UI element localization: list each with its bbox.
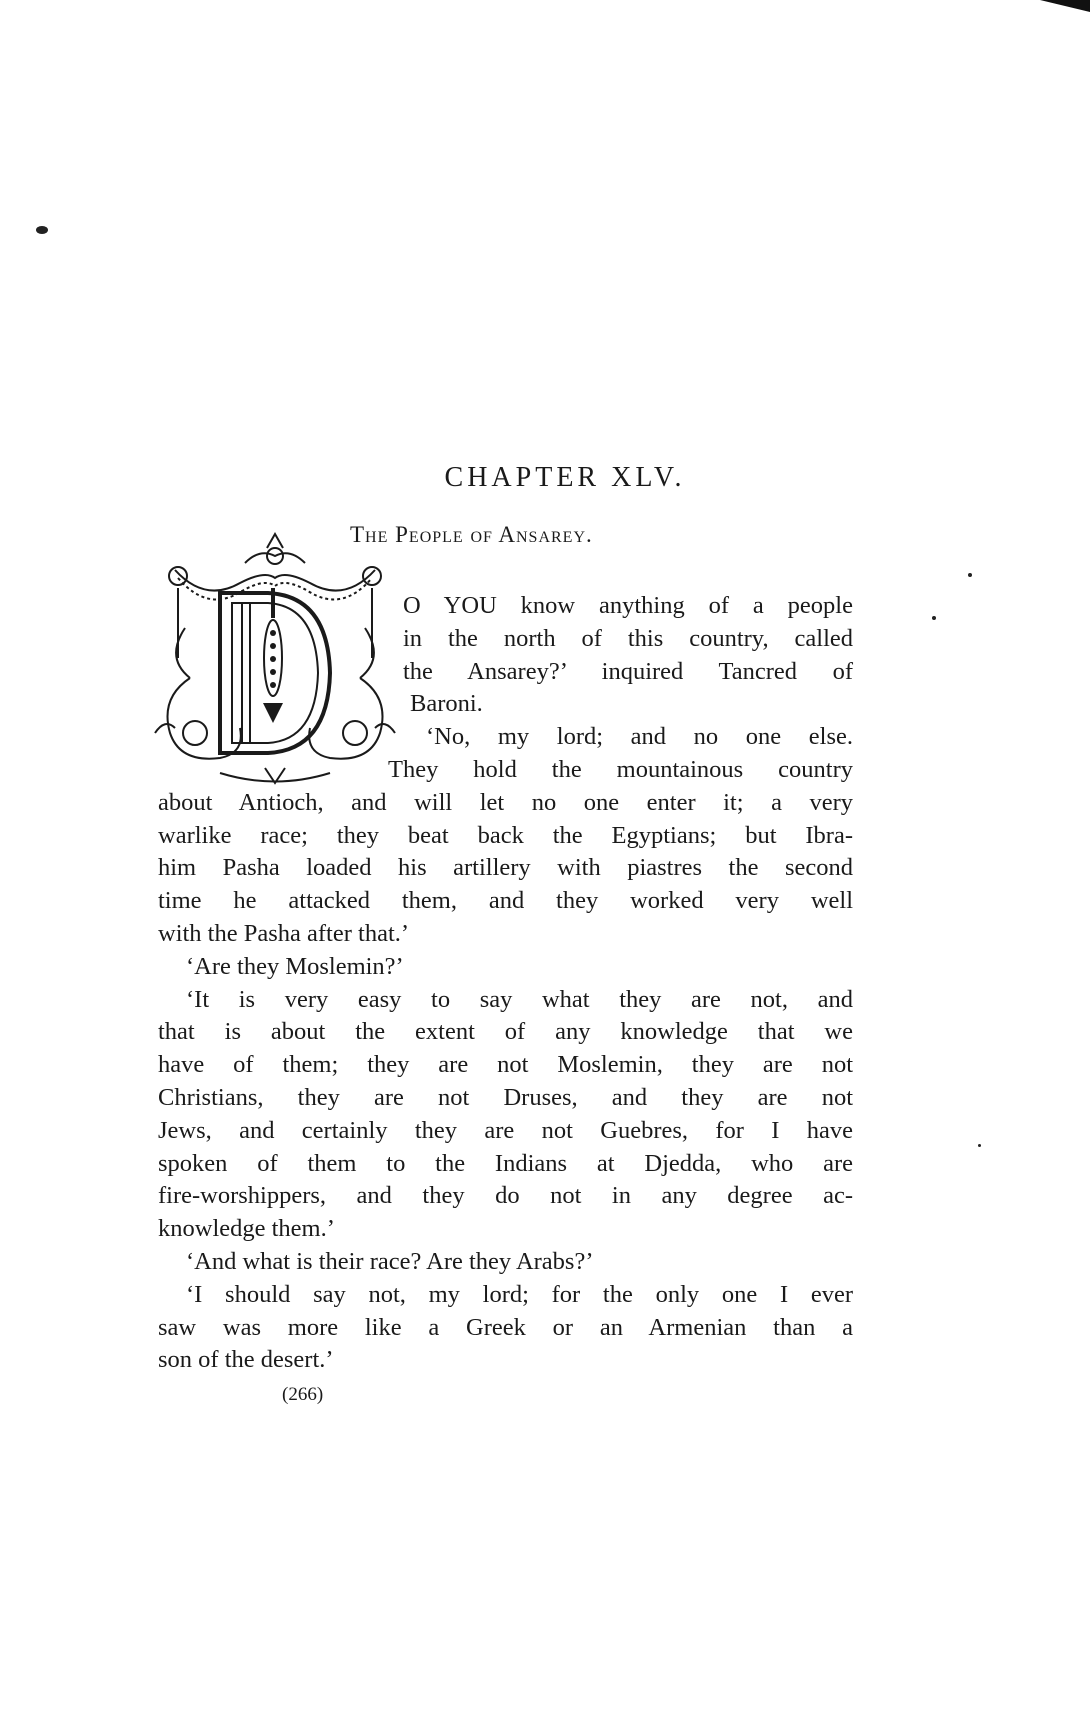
text-line: ‘No, my lord; and no one else.	[426, 723, 853, 751]
text-line: Jews, and certainly they are not Guebres, for I have	[158, 1116, 853, 1144]
text-line: ‘I should say not, my lord; for the only one I ever	[186, 1280, 853, 1308]
text-line: O YOU know anything of a people	[403, 592, 853, 619]
text-line: They hold the mountainous country	[388, 755, 853, 783]
page-number: (266)	[282, 1384, 324, 1405]
text-line: Christians, they are not Druses, and they are not	[158, 1083, 853, 1111]
text-line: that is about the extent of any knowledge that we	[158, 1018, 853, 1046]
text-line: saw was more like a Greek or an Armenian than a	[158, 1313, 853, 1341]
chapter-title: CHAPTER XLV.	[444, 462, 686, 493]
corner-mark	[1040, 0, 1090, 12]
text-line: fire-worshippers, and they do not in any degree ac-	[158, 1182, 853, 1210]
ink-speck	[968, 573, 972, 577]
text-line: him Pasha loaded his artillery with piastres the second	[158, 854, 853, 882]
text-line: about Antioch, and will let no one enter it; a very	[158, 788, 853, 816]
ink-speck	[932, 616, 936, 620]
text-line: Baroni.	[410, 690, 483, 718]
text-line: the Ansarey?’ inquired Tancred of	[403, 657, 853, 685]
text-line: ‘It is very easy to say what they are not, and	[186, 985, 853, 1013]
text-line: in the north of this country, called	[403, 624, 853, 652]
text-line: warlike race; they beat back the Egyptians; but Ibra-	[158, 821, 853, 849]
text-line: ‘And what is their race? Are they Arabs?’	[186, 1247, 594, 1275]
text-line: with the Pasha after that.’	[158, 919, 410, 947]
text-line: time he attacked them, and they worked very well	[158, 887, 853, 915]
ink-speck	[36, 226, 48, 234]
chapter-body	[158, 590, 853, 1377]
text-line: have of them; they are not Moslemin, they are not	[158, 1051, 853, 1079]
ink-speck	[978, 1144, 981, 1147]
text-line: knowledge them.’	[158, 1215, 335, 1243]
chapter-subtitle: The People of Ansarey.	[350, 522, 593, 547]
text-line: son of the desert.’	[158, 1346, 334, 1374]
text-line: ‘Are they Moslemin?’	[186, 952, 404, 980]
text-line: spoken of them to the Indians at Djedda, who are	[158, 1149, 853, 1177]
